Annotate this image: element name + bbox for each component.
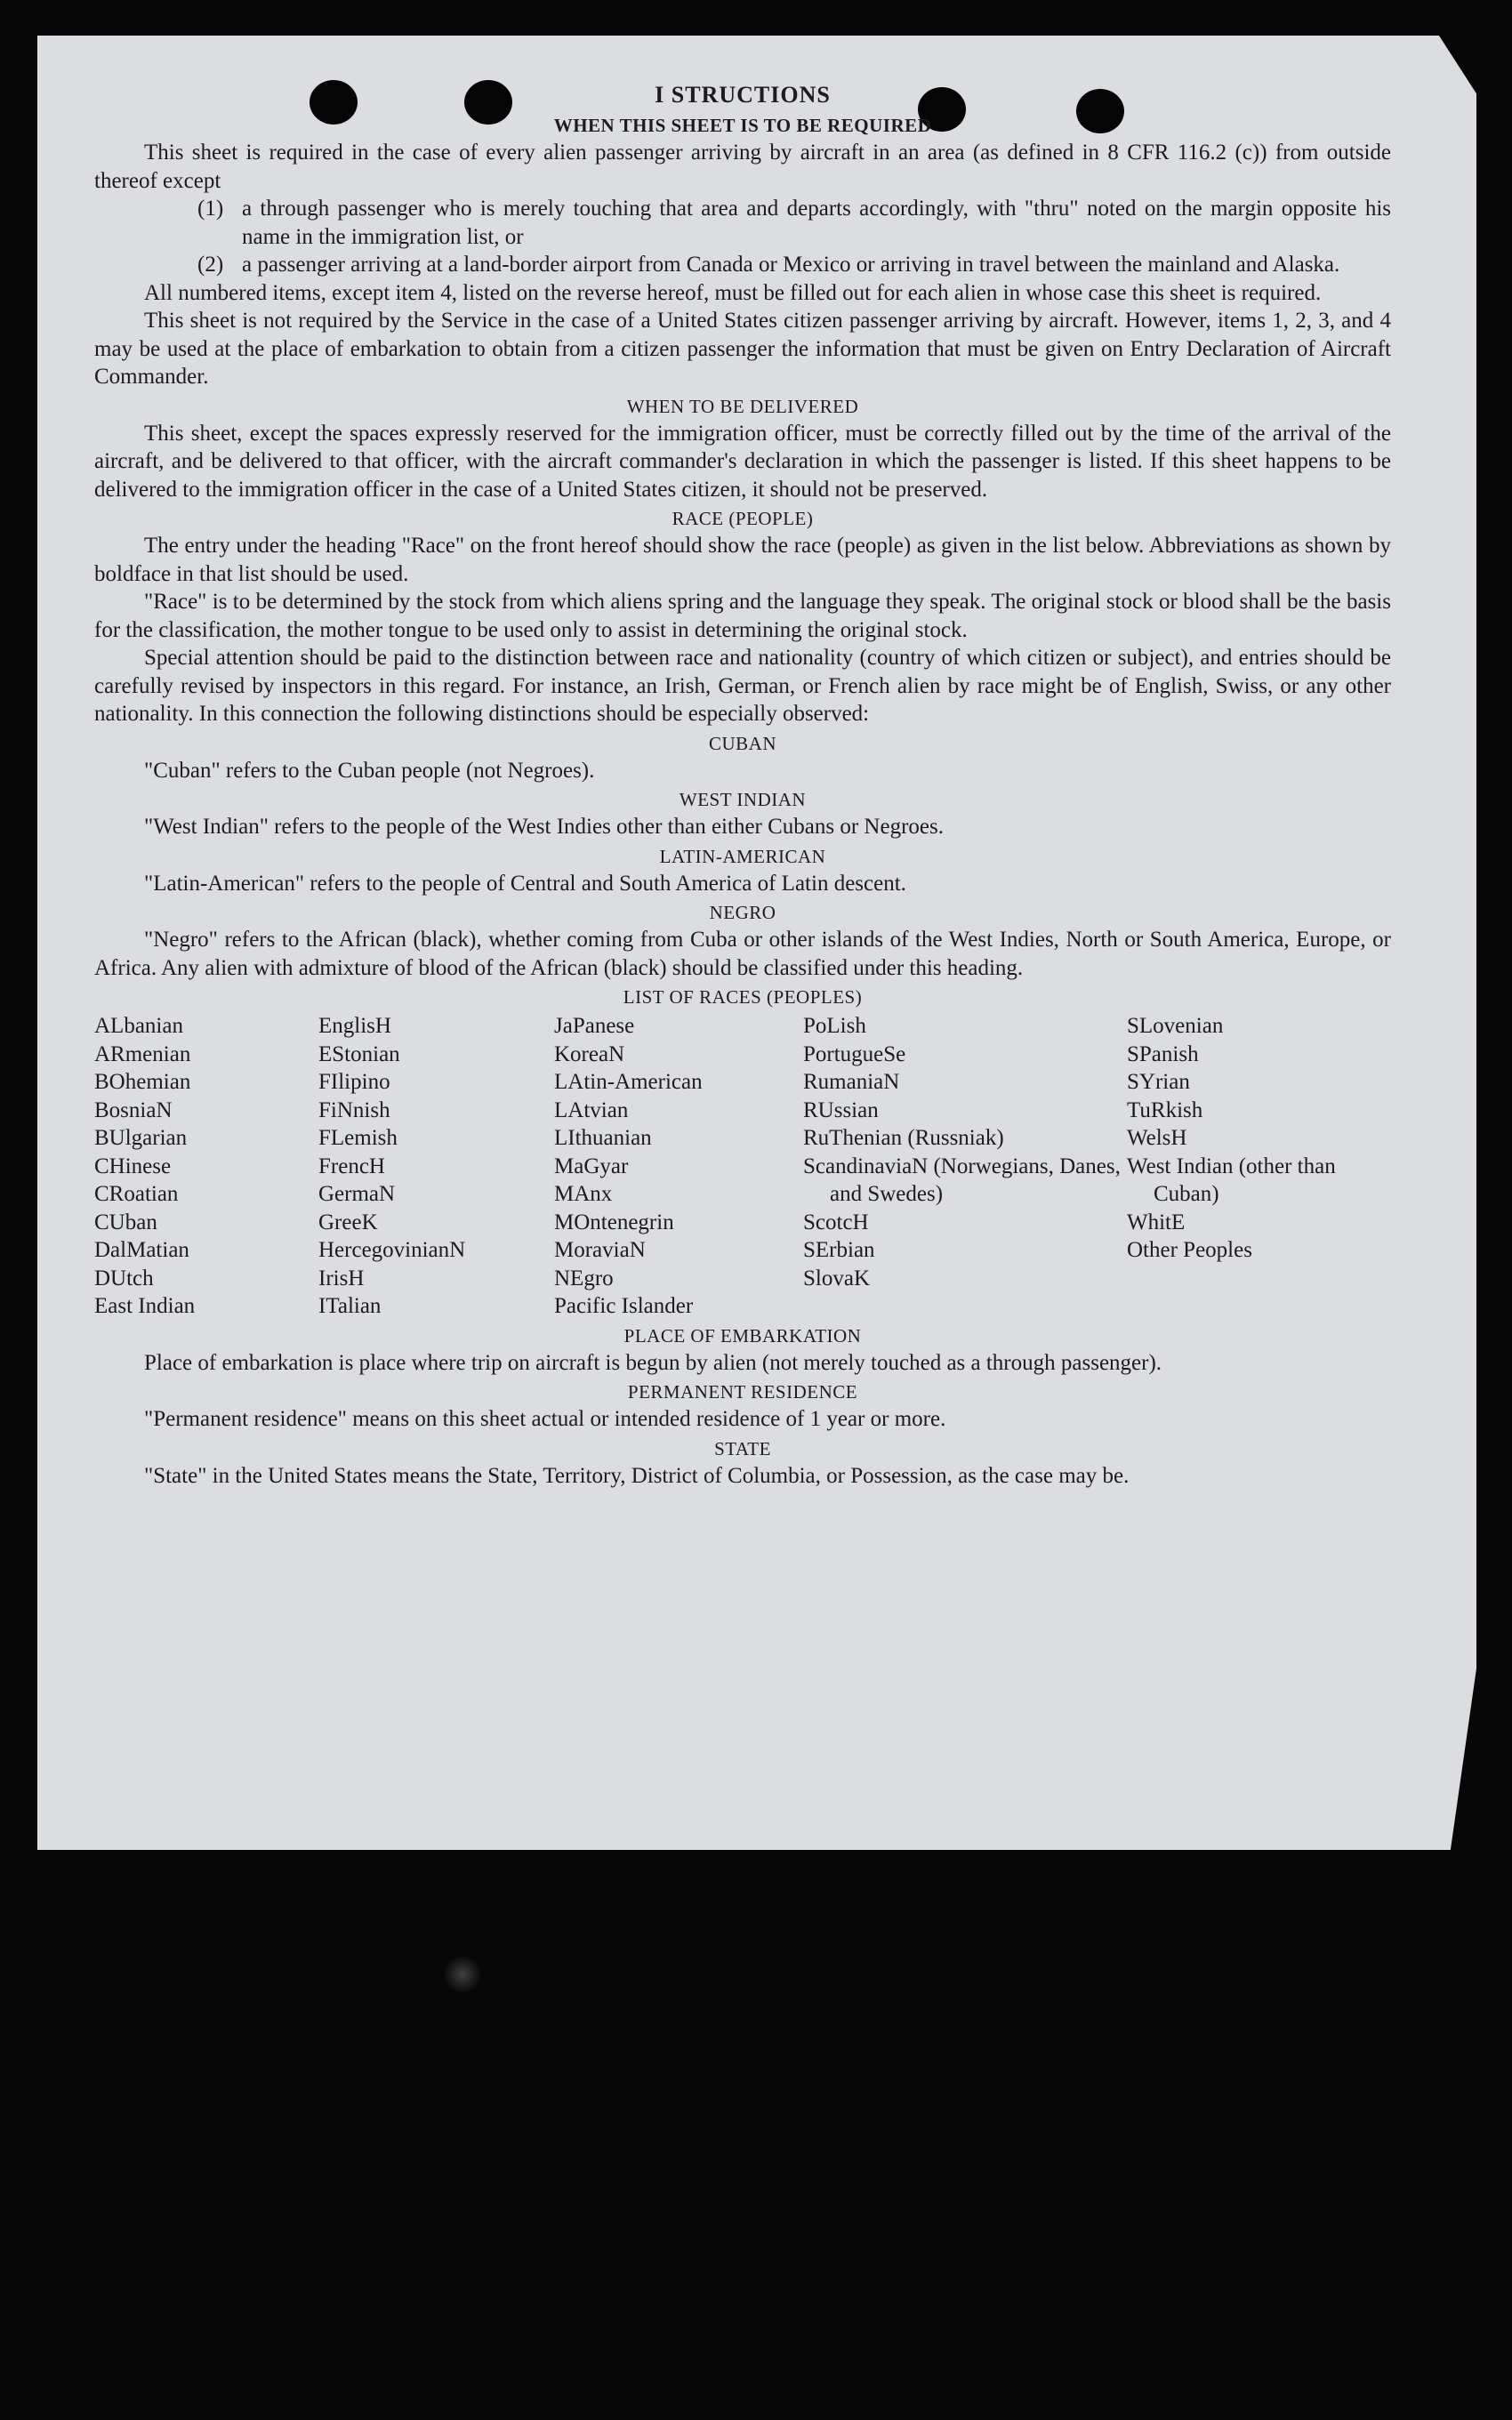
item-text: a through passenger who is merely touching that area and departs accordingly, with "thru" noted on the margin opposite his name in the immigration list, or [242, 197, 1391, 249]
section-heading: PERMANENT RESIDENCE [627, 1381, 858, 1403]
paragraph: This sheet, except the spaces expressly reserved for the immigration officer, must be correctly filled out by the time of the arrival of the aircraft, and be delivered to that officer, with the aircraft commander's declaration in which the passenger is listed. If this sheet happens to be delivered to the immigration officer in the case of a United States citizen, it should not be preserved. [94, 421, 1391, 502]
numbered-item [94, 251, 1391, 279]
race-entry: NEgro [554, 1266, 614, 1290]
section-heading: LIST OF RACES (PEOPLES) [623, 986, 863, 1008]
race-entry: SlovaK [803, 1266, 870, 1290]
paragraph: Place of embarkation is place where trip on aircraft is begun by alien (not merely touched as a through passenger). [144, 1350, 1162, 1375]
section-heading: NEGRO [709, 902, 776, 923]
race-column [318, 1012, 554, 1321]
section-heading: LATIN-AMERICAN [659, 845, 826, 867]
paragraph: "Permanent residence" means on this sheet actual or intended residence of 1 year or more. [144, 1407, 946, 1431]
race-column [554, 1012, 803, 1321]
race-entry: LAtin-American [554, 1070, 703, 1094]
section-heading: WEST INDIAN [679, 789, 807, 810]
race-entry: WhitE [1127, 1210, 1186, 1234]
race-entry: BOhemian [94, 1070, 191, 1094]
paragraph: This sheet is not required by the Service in the case of a United States citizen passenger arriving by aircraft. However, items 1, 2, 3, and 4 may be used at the place of embarkation to obtain from a citizen passenger the information that must be given on Entry Declaration of Aircraft Commander. [94, 309, 1391, 389]
race-entry: DUtch [94, 1266, 154, 1290]
paragraph: "Race" is to be determined by the stock from which aliens spring and the language they speak. The original stock or blood shall be the basis for the classification, the mother tongue to be used only to assist in determining the original stock. [94, 590, 1391, 642]
race-entry: RUssian [803, 1097, 879, 1122]
race-entry: KoreaN [554, 1041, 625, 1066]
race-entry: EnglisH [318, 1014, 391, 1038]
race-entry: GreeK [318, 1210, 378, 1234]
race-entry: DalMatian [94, 1238, 189, 1262]
section-heading: RACE (PEOPLE) [672, 508, 814, 529]
numbered-item [94, 195, 1391, 251]
paragraph: This sheet is required in the case of every alien passenger arriving by aircraft in an area (as defined in 8 CFR 116.2 (c)) from outside thereof except [94, 141, 1391, 193]
race-entry: FLemish [318, 1126, 398, 1150]
race-entry: SLovenian [1127, 1014, 1224, 1038]
race-entry: West Indian (other than Cuban) [1127, 1154, 1336, 1206]
race-entry: Pacific Islander [554, 1294, 694, 1318]
item-number: (1) [197, 197, 224, 221]
race-entry: East Indian [94, 1294, 196, 1318]
paragraph: All numbered items, except item 4, listed on the reverse hereof, must be filled out for each alien in whose case this sheet is required. [144, 280, 1322, 305]
section-heading: STATE [714, 1437, 771, 1459]
race-entry: ITalian [318, 1294, 382, 1318]
race-entry: TuRkish [1127, 1097, 1203, 1122]
race-entry: EStonian [318, 1041, 400, 1066]
page-title: I STRUCTIONS [655, 82, 831, 108]
race-entry: CHinese [94, 1154, 172, 1178]
race-entry: IrisH [318, 1266, 365, 1290]
race-entry: LIthuanian [554, 1126, 652, 1150]
race-entry: RuThenian (Russniak) [803, 1126, 1004, 1150]
race-entry: MAnx [554, 1182, 613, 1206]
item-number: (2) [197, 253, 224, 277]
paragraph: "West Indian" refers to the people of the West Indies other than either Cubans or Negroes. [144, 815, 944, 839]
race-entry: CRoatian [94, 1182, 179, 1206]
race-entry: CUban [94, 1210, 157, 1234]
paragraph: "Latin-American" refers to the people of Central and South America of Latin descent. [144, 871, 906, 896]
race-column [1127, 1012, 1391, 1321]
race-entry: FiNnish [318, 1097, 390, 1122]
race-entry: MoraviaN [554, 1238, 646, 1262]
race-entry: ScotcH [803, 1210, 869, 1234]
race-entry: SErbian [803, 1238, 875, 1262]
paragraph: "Cuban" refers to the Cuban people (not Negroes). [144, 758, 595, 783]
race-entry: LAtvian [554, 1097, 629, 1122]
paragraph: The entry under the heading "Race" on the front hereof should show the race (people) as given in the list below. Abbreviations as shown by boldface in that list should be used. [94, 534, 1391, 586]
race-entry: SPanish [1127, 1041, 1199, 1066]
race-entry: RumaniaN [803, 1070, 900, 1094]
race-entry: PortugueSe [803, 1041, 906, 1066]
race-entry: ARmenian [94, 1041, 191, 1066]
race-entry: WelsH [1127, 1126, 1187, 1150]
race-entry: BosniaN [94, 1097, 173, 1122]
race-entry: ALbanian [94, 1014, 183, 1038]
race-entry: ScandinaviaN (Norwegians, Danes, and Swedes) [803, 1154, 1121, 1206]
race-column [94, 1012, 318, 1321]
race-entry: MaGyar [554, 1154, 629, 1178]
race-entry: FrencH [318, 1154, 385, 1178]
race-entry: SYrian [1127, 1070, 1190, 1094]
race-entry: PoLish [803, 1014, 866, 1038]
section-heading: PLACE OF EMBARKATION [623, 1324, 862, 1347]
race-list [94, 1012, 1391, 1321]
race-entry: BUlgarian [94, 1126, 188, 1150]
paragraph: Special attention should be paid to the distinction between race and nationality (country of which citizen or subject), and entries should be carefully revised by inspectors in this regard. For instance, an Irish, German, or French alien by race might be of English, Swiss, or any other nationality. In this connection the following distinctions should be especially observed: [94, 646, 1391, 726]
scan-artifact [445, 1957, 480, 1992]
section-heading: WHEN THIS SHEET IS TO BE REQUIRED [553, 115, 932, 136]
item-text: a passenger arriving at a land-border airport from Canada or Mexico or arriving in travel between the mainland and Alaska. [242, 253, 1340, 277]
race-entry: HercegovinianN [318, 1238, 466, 1262]
race-entry: Other Peoples [1127, 1238, 1252, 1262]
section-heading: WHEN TO BE DELIVERED [626, 395, 859, 417]
section-heading: CUBAN [708, 732, 776, 754]
race-entry: MOntenegrin [554, 1210, 674, 1234]
race-entry: FIlipino [318, 1070, 390, 1094]
race-column [803, 1012, 1127, 1321]
paragraph: "State" in the United States means the State, Territory, District of Columbia, or Possession, as the case may be. [144, 1463, 1130, 1488]
paragraph: "Negro" refers to the African (black), whether coming from Cuba or other islands of the West Indies, North or South America, Europe, or Africa. Any alien with admixture of blood of the African (black) should be classified under this heading. [94, 928, 1391, 980]
race-entry: GermaN [318, 1182, 396, 1206]
race-entry: JaPanese [554, 1014, 635, 1038]
document-body [94, 80, 1391, 1490]
